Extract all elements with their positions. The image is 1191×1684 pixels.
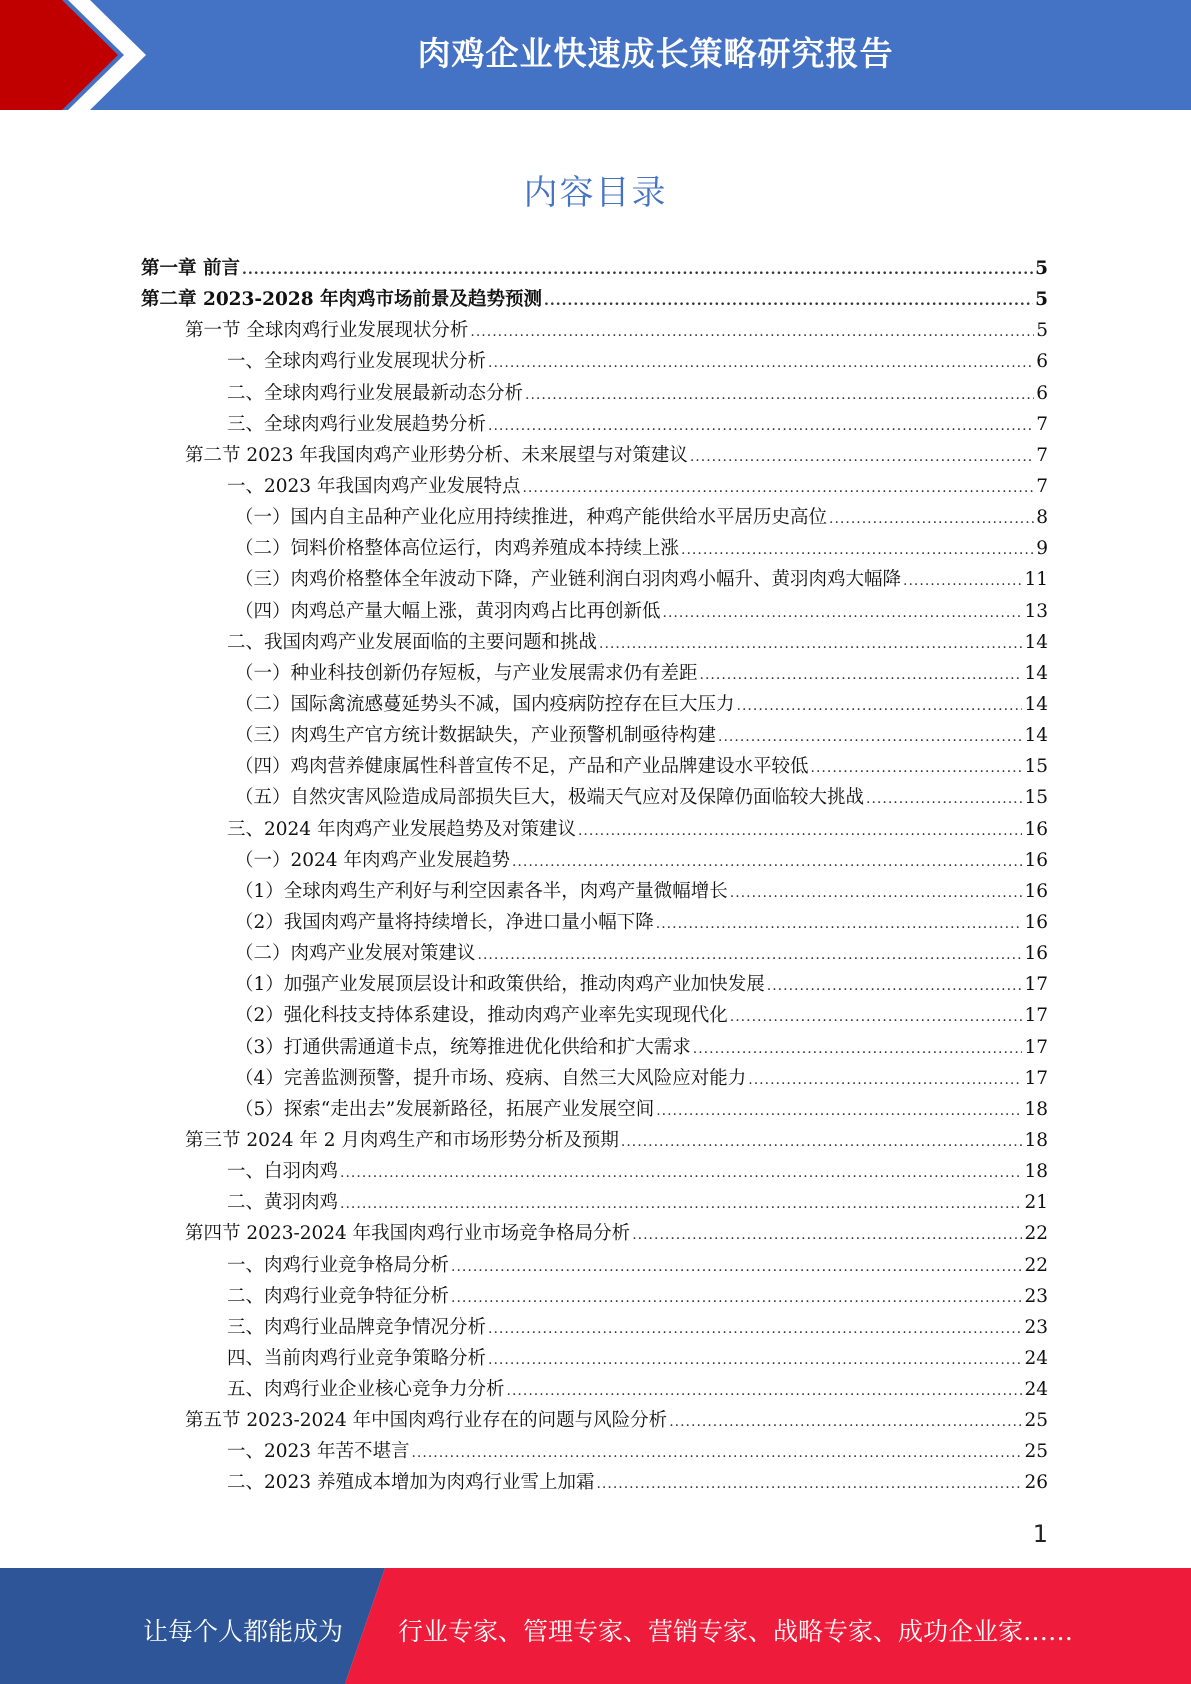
toc-dot-leader	[451, 1259, 1022, 1275]
toc-dot-leader	[681, 542, 1034, 558]
toc-dot-leader	[488, 418, 1034, 434]
toc-entry-page: 25	[1024, 1441, 1048, 1463]
toc-entry[interactable]	[141, 534, 1048, 565]
toc-entry-title: 一、白羽肉鸡	[227, 1161, 339, 1183]
toc-dot-leader	[599, 636, 1022, 652]
toc-dot-leader	[811, 760, 1023, 776]
toc-entry-page: 23	[1024, 1285, 1048, 1307]
toc-entry-page: 22	[1024, 1254, 1048, 1276]
toc-entry[interactable]	[141, 1375, 1048, 1406]
toc-entry[interactable]	[141, 1313, 1048, 1344]
toc-dot-leader	[737, 698, 1023, 714]
toc-dot-leader	[340, 1165, 1022, 1181]
toc-entry-title: 第二章 2023-2028 年肉鸡市场前景及趋势预测	[141, 289, 543, 311]
toc-dot-leader	[730, 885, 1023, 901]
toc-entry-page: 17	[1024, 974, 1048, 996]
toc-entry-title: （三）肉鸡价格整体全年波动下降，产业链利润白羽肉鸡小幅升、黄羽肉鸡大幅降	[235, 569, 902, 591]
toc-entry[interactable]	[141, 846, 1048, 877]
toc-entry-page: 6	[1036, 382, 1048, 404]
toc-entry-page: 17	[1024, 1036, 1048, 1058]
toc-entry[interactable]	[141, 472, 1048, 503]
toc-entry-title: （三）肉鸡生产官方统计数据缺失，产业预警机制亟待构建	[235, 725, 717, 747]
toc-entry-page: 8	[1036, 507, 1048, 529]
footer-slogan-left: 让每个人都能成为	[143, 1617, 344, 1646]
toc-entry-page: 21	[1024, 1192, 1048, 1214]
toc-dot-leader	[866, 791, 1022, 807]
toc-entry-page: 25	[1024, 1410, 1048, 1432]
toc-dot-leader	[488, 1321, 1022, 1337]
toc-dot-leader	[656, 916, 1023, 932]
toc-entry-page: 18	[1024, 1129, 1048, 1151]
toc-entry[interactable]	[141, 285, 1048, 316]
toc-entry-title: （四）肉鸡总产量大幅上涨，黄羽肉鸡占比再创新低	[235, 600, 661, 622]
toc-entry-title: 一、全球肉鸡行业发展现状分析	[227, 351, 487, 373]
toc-entry-title: 二、黄羽肉鸡	[227, 1192, 339, 1214]
toc-entry[interactable]	[141, 628, 1048, 659]
toc-entry-title: （2）我国肉鸡产量将持续增长，净进口量小幅下降	[235, 911, 654, 933]
toc-dot-leader	[693, 1041, 1023, 1057]
toc-entry-page: 24	[1024, 1347, 1048, 1369]
toc-dot-leader	[632, 1227, 1022, 1243]
toc-entry-title: 一、肉鸡行业竞争格局分析	[227, 1254, 450, 1276]
toc-entry[interactable]	[141, 783, 1048, 814]
toc-entry-page: 7	[1036, 413, 1048, 435]
footer-band	[0, 1568, 1191, 1684]
toc-entry-page: 14	[1024, 725, 1048, 747]
toc-entry-page: 14	[1024, 662, 1048, 684]
toc-entry[interactable]	[141, 815, 1048, 846]
toc-dot-leader	[730, 1009, 1023, 1025]
toc-entry-title: 二、2023 养殖成本增加为肉鸡行业雪上加霜	[227, 1472, 595, 1494]
toc-entry-title: （五）自然灾害风险造成局部损失巨大，极端天气应对及保障仍面临较大挑战	[235, 787, 865, 809]
toc-entry[interactable]	[141, 1282, 1048, 1313]
toc-entry-title: 一、2023 年苦不堪言	[227, 1441, 410, 1463]
toc-entry[interactable]	[141, 1188, 1048, 1219]
toc-entry-page: 16	[1024, 911, 1048, 933]
toc-entry-page: 23	[1024, 1316, 1048, 1338]
toc-entry[interactable]	[141, 1001, 1048, 1032]
toc-dot-leader	[512, 854, 1022, 870]
toc-entry-title: （一）种业科技创新仍存短板，与产业发展需求仍有差距	[235, 662, 698, 684]
toc-entry-title: （1）全球肉鸡生产利好与利空因素各半，肉鸡产量微幅增长	[235, 880, 728, 902]
toc-dot-leader	[451, 1290, 1022, 1306]
toc-entry-title: （一）国内自主品种产业化应用持续推进，种鸡产能供给水平居历史高位	[235, 507, 828, 529]
toc-entry-title: 二、全球肉鸡行业发展最新动态分析	[227, 382, 524, 404]
toc-dot-leader	[656, 1103, 1022, 1119]
toc-entry[interactable]	[141, 565, 1048, 596]
toc-entry-page: 24	[1024, 1379, 1048, 1401]
toc-dot-leader	[525, 387, 1034, 403]
toc-entry-title: 第四节 2023-2024 年我国肉鸡行业市场竞争格局分析	[185, 1223, 631, 1245]
toc-dot-leader	[411, 1445, 1022, 1461]
toc-entry-page: 15	[1024, 787, 1048, 809]
toc-entry-page: 18	[1024, 1098, 1048, 1120]
toc-entry[interactable]	[141, 597, 1048, 628]
footer-slogan-right: 行业专家、管理专家、营销专家、战略专家、成功企业家……	[398, 1617, 1074, 1646]
toc-heading: 内容目录	[523, 173, 668, 213]
toc-entry-page: 13	[1024, 600, 1048, 622]
toc-entry[interactable]	[141, 690, 1048, 721]
toc-entry-page: 18	[1024, 1161, 1048, 1183]
toc-entry-page: 15	[1024, 756, 1048, 778]
toc-entry[interactable]	[141, 1468, 1048, 1499]
toc-entry-title: 第一章 前言	[141, 258, 240, 279]
toc-entry[interactable]	[141, 721, 1048, 752]
toc-entry-page: 5	[1035, 289, 1048, 311]
toc-entry-page: 17	[1024, 1067, 1048, 1089]
toc-entry-title: （二）国际禽流感蔓延势头不减，国内疫病防控存在巨大压力	[235, 693, 735, 715]
report-title: 肉鸡企业快速成长策略研究报告	[417, 34, 894, 73]
toc-entry[interactable]	[141, 347, 1048, 378]
toc-entry-page: 7	[1036, 475, 1048, 497]
toc-entry[interactable]	[141, 659, 1048, 690]
toc-dot-leader	[700, 667, 1023, 683]
toc-entry-title: 五、肉鸡行业企业核心竞争力分析	[227, 1379, 505, 1401]
toc-entry[interactable]	[141, 503, 1048, 534]
toc-entry-title: 第一节 全球肉鸡行业发展现状分析	[185, 320, 469, 342]
toc-entry-page: 16	[1024, 880, 1048, 902]
toc-entry-page: 17	[1024, 1005, 1048, 1027]
toc-entry-title: （3）打通供需通道卡点，统筹推进优化供给和扩大需求	[235, 1036, 691, 1058]
toc-entry-title: （一）2024 年肉鸡产业发展趋势	[235, 849, 510, 871]
toc-entry-title: 二、肉鸡行业竞争特征分析	[227, 1285, 450, 1307]
toc-dot-leader	[596, 1476, 1022, 1492]
toc-dot-leader	[544, 293, 1033, 309]
toc-entry-title: 一、2023 年我国肉鸡产业发展特点	[227, 475, 521, 497]
toc-entry-title: 三、肉鸡行业品牌竞争情况分析	[227, 1316, 487, 1338]
toc-dot-leader	[621, 1134, 1023, 1150]
toc-dot-leader	[718, 729, 1022, 745]
toc-entry[interactable]	[141, 254, 1048, 285]
toc-dot-leader	[488, 1352, 1022, 1368]
toc-entry-page: 22	[1024, 1223, 1048, 1245]
toc-dot-leader	[669, 1414, 1022, 1430]
toc-entry-title: 三、全球肉鸡行业发展趋势分析	[227, 413, 487, 435]
toc-entry-page: 16	[1024, 818, 1048, 840]
toc-entry-title: 二、我国肉鸡产业发展面临的主要问题和挑战	[227, 631, 598, 653]
toc-dot-leader	[578, 823, 1022, 839]
toc-entry-title: 第五节 2023-2024 年中国肉鸡行业存在的问题与风险分析	[185, 1410, 668, 1432]
toc-entry-page: 26	[1024, 1472, 1048, 1494]
toc-entry-page: 16	[1024, 849, 1048, 871]
toc-entry-title: （二）肉鸡产业发展对策建议	[235, 943, 476, 965]
page-number: 1	[1032, 1520, 1048, 1548]
toc-entry[interactable]	[141, 379, 1048, 410]
toc-entry[interactable]	[141, 316, 1048, 347]
toc-dot-leader	[488, 355, 1034, 371]
toc-entry-page: 5	[1035, 258, 1048, 279]
toc-dot-leader	[340, 1196, 1022, 1212]
toc-dot-leader	[507, 1383, 1023, 1399]
toc-entry[interactable]	[141, 1406, 1048, 1437]
toc-entry-page: 11	[1024, 569, 1048, 591]
toc-dot-leader	[903, 573, 1022, 589]
toc-entry-page: 9	[1036, 538, 1048, 560]
toc-entry[interactable]	[141, 1157, 1048, 1188]
toc-entry[interactable]	[141, 1095, 1048, 1126]
toc-entry[interactable]	[141, 1219, 1048, 1250]
toc-dot-leader	[748, 1072, 1022, 1088]
toc-dot-leader	[767, 978, 1023, 994]
toc-entry-title: （1）加强产业发展顶层设计和政策供给，推动肉鸡产业加快发展	[235, 974, 765, 996]
toc-entry[interactable]	[141, 1126, 1048, 1157]
toc-entry[interactable]	[141, 1033, 1048, 1064]
toc-entry-title: （5）探索“走出去”发展新路径，拓展产业发展空间	[235, 1098, 655, 1120]
toc-entry-title: （4）完善监测预警，提升市场、疫病、自然三大风险应对能力	[235, 1067, 747, 1089]
toc-entry-title: （四）鸡肉营养健康属性科普宣传不足，产品和产业品牌建设水平较低	[235, 756, 809, 778]
toc-entry-page: 7	[1036, 444, 1048, 466]
toc-entry[interactable]	[141, 752, 1048, 783]
toc-entry-page: 14	[1024, 631, 1048, 653]
toc-dot-leader	[690, 449, 1034, 465]
toc-entry-title: 第三节 2024 年 2 月肉鸡生产和市场形势分析及预期	[185, 1129, 619, 1151]
toc-entry[interactable]	[141, 908, 1048, 939]
toc-entry[interactable]	[141, 1064, 1048, 1095]
toc-entry[interactable]	[141, 877, 1048, 908]
toc-entry[interactable]	[141, 1344, 1048, 1375]
toc-entry-title: 四、当前肉鸡行业竞争策略分析	[227, 1347, 487, 1369]
toc-dot-leader	[522, 480, 1034, 496]
toc-entry[interactable]	[141, 939, 1048, 970]
toc-dot-leader	[663, 605, 1023, 621]
toc-entry[interactable]	[141, 410, 1048, 441]
toc-dot-leader	[470, 324, 1034, 340]
toc-entry[interactable]	[141, 970, 1048, 1001]
toc-entry-title: 第二节 2023 年我国肉鸡产业形势分析、未来展望与对策建议	[185, 444, 688, 466]
toc-entry-page: 5	[1036, 320, 1048, 342]
toc-entry-title: （2）强化科技支持体系建设，推动肉鸡产业率先实现现代化	[235, 1005, 728, 1027]
toc-entry-title: 三、2024 年肉鸡产业发展趋势及对策建议	[227, 818, 576, 840]
toc-dot-leader	[829, 511, 1034, 527]
toc-entry-title: （二）饲料价格整体高位运行，肉鸡养殖成本持续上涨	[235, 538, 680, 560]
toc-entry-page: 6	[1036, 351, 1048, 373]
toc-entry[interactable]	[141, 441, 1048, 472]
header-band	[0, 0, 1191, 110]
toc-dot-leader	[242, 262, 1033, 278]
table-of-contents	[141, 254, 1048, 1500]
toc-entry[interactable]	[141, 1251, 1048, 1282]
toc-entry[interactable]	[141, 1437, 1048, 1468]
toc-entry-page: 14	[1024, 693, 1048, 715]
toc-dot-leader	[478, 947, 1023, 963]
toc-entry-page: 16	[1024, 943, 1048, 965]
